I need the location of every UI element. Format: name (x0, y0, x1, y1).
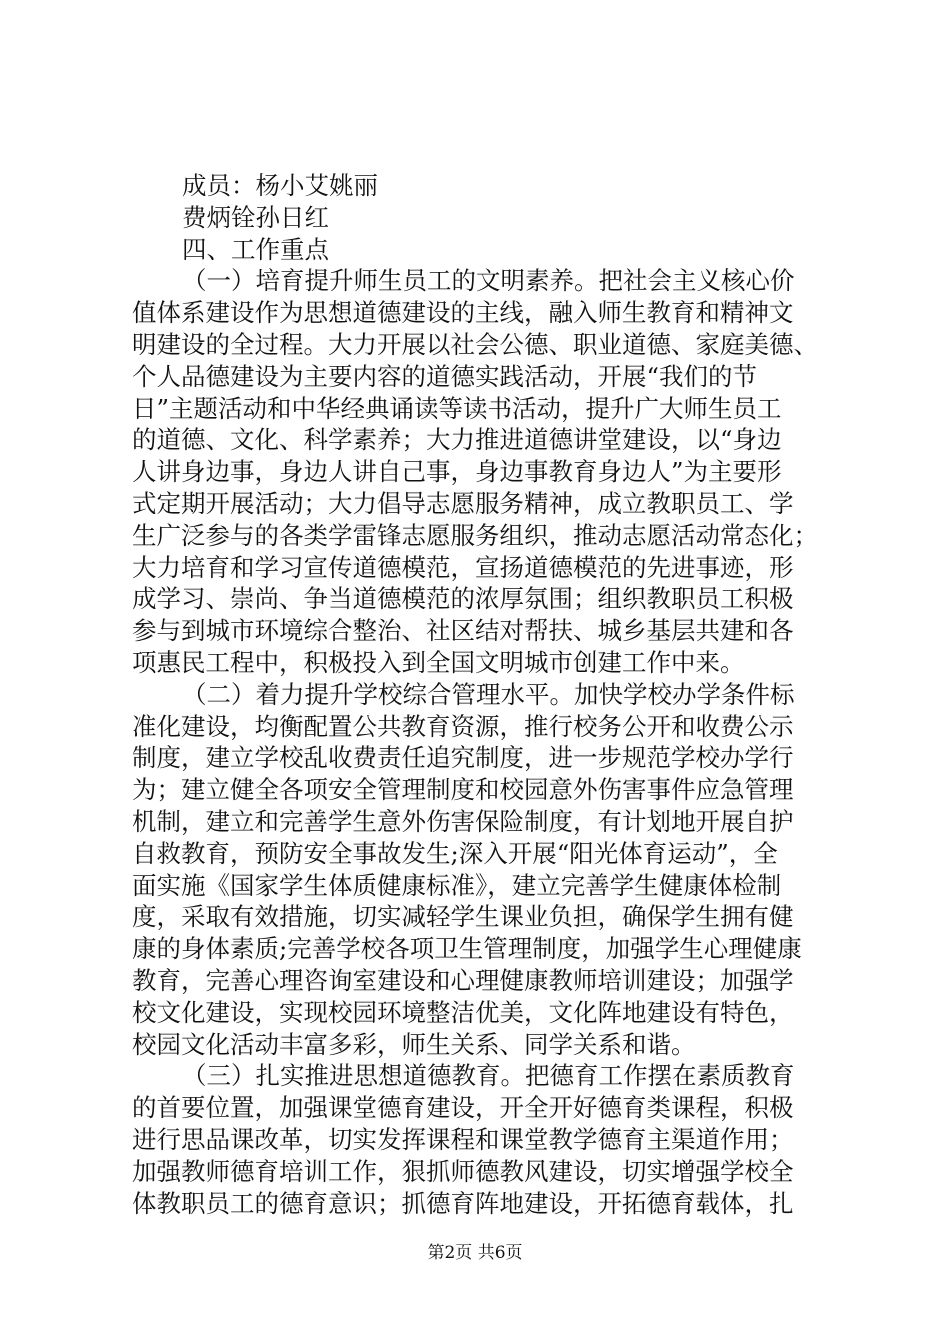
text-line: （二）着力提升学校综合管理水平。加快学校办学条件标 (182, 679, 795, 709)
text-line: 的道德、文化、科学素养；大力推进道德讲堂建设，以“身边 (132, 425, 782, 455)
text-line: 机制，建立和完善学生意外伤害保险制度，有计划地开展自护 (132, 806, 794, 836)
text-line: 进行思品课改革，切实发挥课程和课堂教学德育主渠道作用； (132, 1124, 794, 1154)
text-line: 值体系建设作为思想道德建设的主线，融入师生教育和精神文 (132, 298, 794, 328)
text-line: 自救教育，预防安全事故发生;深入开展“阳光体育运动”，全 (132, 838, 778, 868)
text-line: 面实施《国家学生体质健康标准》，建立完善学生健康体检制 (132, 870, 782, 900)
text-line: （一）培育提升师生员工的文明素养。把社会主义核心价 (182, 266, 795, 296)
text-line: 准化建设，均衡配置公共教育资源，推行校务公开和收费公示 (132, 711, 794, 741)
text-line: 项惠民工程中，积极投入到全国文明城市创建工作中来。 (132, 647, 745, 677)
text-line: 日”主题活动和中华经典诵读等读书活动，提升广大师生员工 (132, 393, 782, 423)
page-footer: 第2页 共6页 (427, 1243, 523, 1263)
text-line: 成员：杨小艾姚丽 (182, 171, 378, 200)
text-line: 式定期开展活动；大力倡导志愿服务精神，成立教职员工、学 (132, 488, 794, 518)
text-line: 为；建立健全各项安全管理制度和校园意外伤害事件应急管理 (132, 775, 794, 805)
text-line: 体教职员工的德育意识；抓德育阵地建设，开拓德育载体，扎 (132, 1188, 794, 1218)
text-line: （三）扎实推进思想道德教育。把德育工作摆在素质教育 (182, 1061, 795, 1091)
text-line: 校园文化活动丰富多彩，师生关系、同学关系和谐。 (132, 1029, 696, 1059)
document-body (132, 170, 828, 1219)
text-line: 人讲身边事，身边人讲自己事，身边事教育身边人”为主要形 (132, 457, 782, 487)
text-line: 教育，完善心理咨询室建设和心理健康教师培训建设；加强学 (132, 965, 794, 995)
text-line: 制度，建立学校乱收费责任追究制度，进一步规范学校办学行 (132, 743, 794, 773)
text-line: 四、工作重点 (182, 234, 329, 264)
text-line: 大力培育和学习宣传道德模范，宣扬道德模范的先进事迹，形 (132, 552, 794, 582)
text-line: 生广泛参与的各类学雷锋志愿服务组织，推动志愿活动常态化； (132, 520, 818, 550)
text-line: 明建设的全过程。大力开展以社会公德、职业道德、家庭美德、 (132, 329, 818, 359)
text-line: 费炳铨孙日红 (182, 202, 329, 232)
text-line: 度，采取有效措施，切实减轻学生课业负担，确保学生拥有健 (132, 902, 794, 932)
text-line: 参与到城市环境综合整治、社区结对帮扶、城乡基层共建和各 (132, 616, 794, 646)
text-line: 加强教师德育培训工作，狠抓师德教风建设，切实增强学校全 (132, 1156, 794, 1186)
text-line: 校文化建设，实现校园环境整洁优美，文化阵地建设有特色， (132, 997, 794, 1027)
text-line: 个人品德建设为主要内容的道德实践活动，开展“我们的节 (132, 361, 758, 391)
text-line: 康的身体素质;完善学校各项卫生管理制度，加强学生心理健康 (132, 934, 802, 964)
text-line: 成学习、崇尚、争当道德模范的浓厚氛围；组织教职员工积极 (132, 584, 794, 614)
text-line: 的首要位置，加强课堂德育建设，开全开好德育类课程，积极 (132, 1093, 794, 1123)
